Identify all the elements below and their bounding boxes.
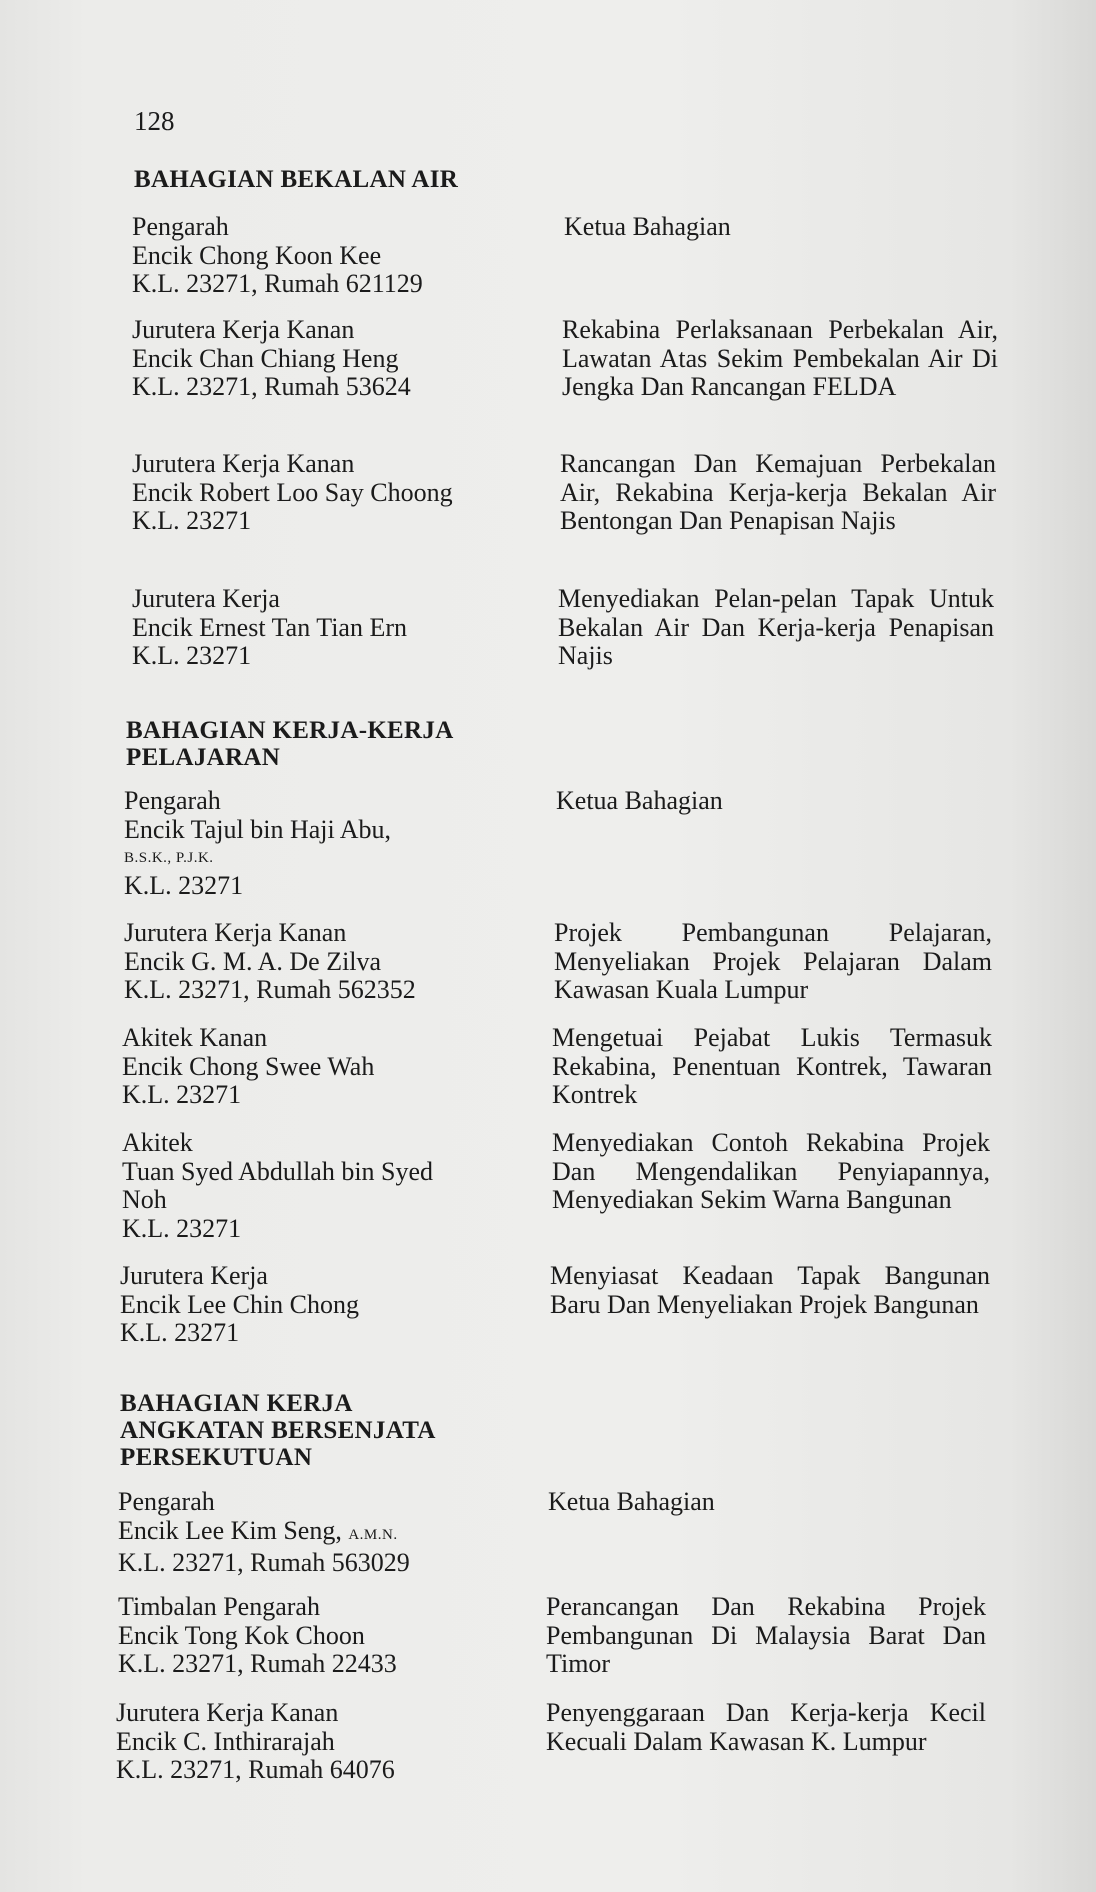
contact-number: K.L. 23271, Rumah 563029 xyxy=(118,1548,410,1577)
contact-number: K.L. 23271 xyxy=(122,1213,242,1243)
position-title: Pengarah xyxy=(132,212,229,241)
position-title: Pengarah xyxy=(124,786,221,815)
person-name: Encik Chong Koon Kee xyxy=(132,240,382,270)
duty-description: Perancangan Dan Rekabina Projek Pembangunan Di Malaysia Barat Dan Timor xyxy=(546,1592,986,1678)
position-title: Timbalan Pengarah xyxy=(118,1592,320,1621)
duty-description: Menyediakan Contoh Rekabina Projek Dan Mengendalikan Penyiapannya, Menyediakan Sekim Warna Bangunan xyxy=(552,1128,990,1214)
duty-description: Rancangan Dan Kemajuan Perbekalan Air, Rekabina Kerja-kerja Bekalan Air Bentongan Dan Penapisan Najis xyxy=(560,449,996,535)
duty-description: Menyediakan Pelan-pelan Tapak Untuk Bekalan Air Dan Kerja-kerja Penapisan Najis xyxy=(558,584,994,670)
contact-number: K.L. 23271, Rumah 64076 xyxy=(116,1755,395,1784)
page-number: 128 xyxy=(134,106,175,136)
person-name: Tuan Syed Abdullah bin Syed xyxy=(122,1156,434,1186)
contact-number: K.L. 23271 xyxy=(132,506,252,535)
duty-description: Penyenggaraan Dan Kerja-kerja Kecil Kecuali Dalam Kawasan K. Lumpur xyxy=(546,1698,986,1756)
person-name: Encik G. M. A. De Zilva xyxy=(124,946,382,976)
section-title: BAHAGIAN KERJA ANGKATAN BERSENJATA PERSEKUTUAN xyxy=(120,1390,436,1471)
duty-description: Ketua Bahagian xyxy=(556,786,723,815)
duty-description: Ketua Bahagian xyxy=(548,1487,715,1516)
duty-description: Rekabina Perlaksanaan Perbekalan Air, Lawatan Atas Sekim Pembekalan Air Di Jengka Dan Rancangan FELDA xyxy=(562,315,998,401)
honours: B.S.K., P.J.K. xyxy=(124,850,214,866)
section-title: BAHAGIAN BEKALAN AIR xyxy=(134,166,459,193)
person-name: Encik C. Inthirarajah xyxy=(116,1726,335,1756)
person-name-continued: Noh xyxy=(122,1185,167,1214)
person-name: Encik Robert Loo Say Choong xyxy=(132,477,453,507)
person-name: Encik Ernest Tan Tian Ern xyxy=(132,612,408,642)
honours: A.M.N. xyxy=(348,1526,398,1543)
position-title: Jurutera Kerja Kanan xyxy=(132,449,355,478)
person-name: Encik Lee Kim Seng, xyxy=(118,1515,342,1545)
section-title: BAHAGIAN KERJA-KERJA PELAJARAN xyxy=(126,717,454,771)
contact-number: K.L. 23271 xyxy=(124,871,244,900)
position-title: Akitek Kanan xyxy=(122,1023,268,1052)
duty-description: Ketua Bahagian xyxy=(564,212,731,241)
contact-number: K.L. 23271, Rumah 53624 xyxy=(132,372,411,401)
person-name: Encik Chong Swee Wah xyxy=(122,1051,375,1081)
person-name: Encik Chan Chiang Heng xyxy=(132,343,399,373)
position-title: Jurutera Kerja Kanan xyxy=(116,1698,339,1727)
person-name: Encik Tong Kok Choon xyxy=(118,1620,365,1650)
position-title: Jurutera Kerja Kanan xyxy=(124,918,347,947)
contact-number: K.L. 23271, Rumah 621129 xyxy=(132,269,423,298)
contact-number: K.L. 23271 xyxy=(132,641,252,670)
contact-number: K.L. 23271, Rumah 22433 xyxy=(118,1649,397,1678)
contact-number: K.L. 23271, Rumah 562352 xyxy=(124,975,416,1004)
contact-number: K.L. 23271 xyxy=(122,1080,242,1109)
position-title: Jurutera Kerja Kanan xyxy=(132,315,355,344)
position-title: Jurutera Kerja xyxy=(120,1261,268,1290)
position-title: Akitek xyxy=(122,1128,193,1157)
duty-description: Mengetuai Pejabat Lukis Termasuk Rekabina, Penentuan Kontrek, Tawaran Kontrek xyxy=(552,1023,992,1109)
contact-number: K.L. 23271 xyxy=(120,1318,240,1347)
duty-description: Menyiasat Keadaan Tapak Bangunan Baru Dan Menyeliakan Projek Bangunan xyxy=(550,1261,990,1319)
duty-description: Projek Pembangunan Pelajaran, Menyeliakan Projek Pelajaran Dalam Kawasan Kuala Lumpur xyxy=(554,918,992,1004)
position-title: Pengarah xyxy=(118,1487,215,1516)
person-name: Encik Lee Chin Chong xyxy=(120,1289,360,1319)
position-title: Jurutera Kerja xyxy=(132,584,280,613)
person-name: Encik Tajul bin Haji Abu, xyxy=(124,814,392,844)
